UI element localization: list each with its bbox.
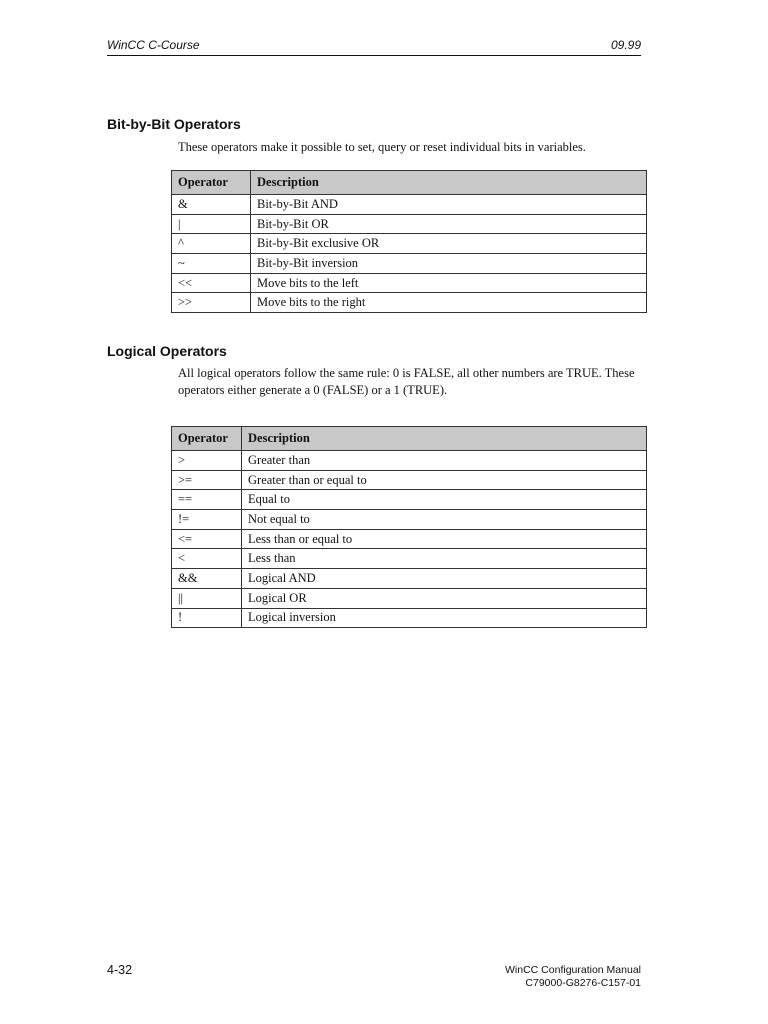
operator-cell: > xyxy=(172,451,242,471)
table-row xyxy=(172,214,647,234)
description-cell: Logical AND xyxy=(242,569,647,589)
operator-cell: | xyxy=(172,214,251,234)
description-cell: Greater than or equal to xyxy=(242,470,647,490)
table-header-row xyxy=(172,427,647,451)
description-cell: Move bits to the left xyxy=(251,273,647,293)
operator-cell: <= xyxy=(172,529,242,549)
description-cell: Move bits to the right xyxy=(251,293,647,313)
table-row xyxy=(172,588,647,608)
table-row xyxy=(172,273,647,293)
page-header xyxy=(107,37,641,53)
logical-operators-intro: All logical operators follow the same rule: 0 is FALSE, all other numbers are TRUE. These operators either generate a 0 (FALSE) or a 1 (TRUE). xyxy=(178,366,635,397)
table-row xyxy=(172,451,647,471)
description-cell: Bit-by-Bit AND xyxy=(251,195,647,215)
bit-operators-intro: These operators make it possible to set, query or reset individual bits in variables. xyxy=(178,140,586,154)
table-row xyxy=(172,569,647,589)
description-cell: Less than or equal to xyxy=(242,529,647,549)
description-cell: Logical inversion xyxy=(242,608,647,628)
order-number: C79000-G8276-C157-01 xyxy=(525,977,641,989)
column-header-operator: Operator xyxy=(172,171,251,195)
operator-cell: != xyxy=(172,510,242,530)
column-header-operator: Operator xyxy=(172,427,242,451)
table-row xyxy=(172,234,647,254)
operator-cell: ~ xyxy=(172,254,251,274)
description-cell: Equal to xyxy=(242,490,647,510)
table-row xyxy=(172,549,647,569)
header-course-title: WinCC C-Course xyxy=(107,38,200,52)
operator-cell: && xyxy=(172,569,242,589)
operator-cell: >> xyxy=(172,293,251,313)
column-header-description: Description xyxy=(251,171,647,195)
description-cell: Less than xyxy=(242,549,647,569)
table-row xyxy=(172,195,647,215)
description-cell: Greater than xyxy=(242,451,647,471)
table-row xyxy=(172,510,647,530)
description-cell: Not equal to xyxy=(242,510,647,530)
operator-cell: << xyxy=(172,273,251,293)
logical-operators-table xyxy=(171,426,647,628)
column-header-description: Description xyxy=(242,427,647,451)
description-cell: Bit-by-Bit inversion xyxy=(251,254,647,274)
table-row xyxy=(172,254,647,274)
table-row xyxy=(172,490,647,510)
operator-cell: >= xyxy=(172,470,242,490)
description-cell: Bit-by-Bit OR xyxy=(251,214,647,234)
operator-cell: & xyxy=(172,195,251,215)
logical-operators-heading: Logical Operators xyxy=(107,343,227,359)
header-version: 09.99 xyxy=(610,38,641,52)
footer-manual-info xyxy=(505,964,641,990)
operator-cell: == xyxy=(172,490,242,510)
page-number: 4-32 xyxy=(107,963,133,977)
operator-cell: < xyxy=(172,549,242,569)
description-cell: Logical OR xyxy=(242,588,647,608)
operator-cell: ^ xyxy=(172,234,251,254)
manual-title: WinCC Configuration Manual xyxy=(505,964,641,976)
table-row xyxy=(172,608,647,628)
table-row xyxy=(172,470,647,490)
description-cell: Bit-by-Bit exclusive OR xyxy=(251,234,647,254)
bit-operators-table xyxy=(171,170,647,313)
table-row xyxy=(172,293,647,313)
operator-cell: ! xyxy=(172,608,242,628)
bit-operators-heading: Bit-by-Bit Operators xyxy=(107,116,241,132)
table-row xyxy=(172,529,647,549)
operator-cell: || xyxy=(172,588,242,608)
header-divider xyxy=(107,55,641,56)
table-header-row xyxy=(172,171,647,195)
